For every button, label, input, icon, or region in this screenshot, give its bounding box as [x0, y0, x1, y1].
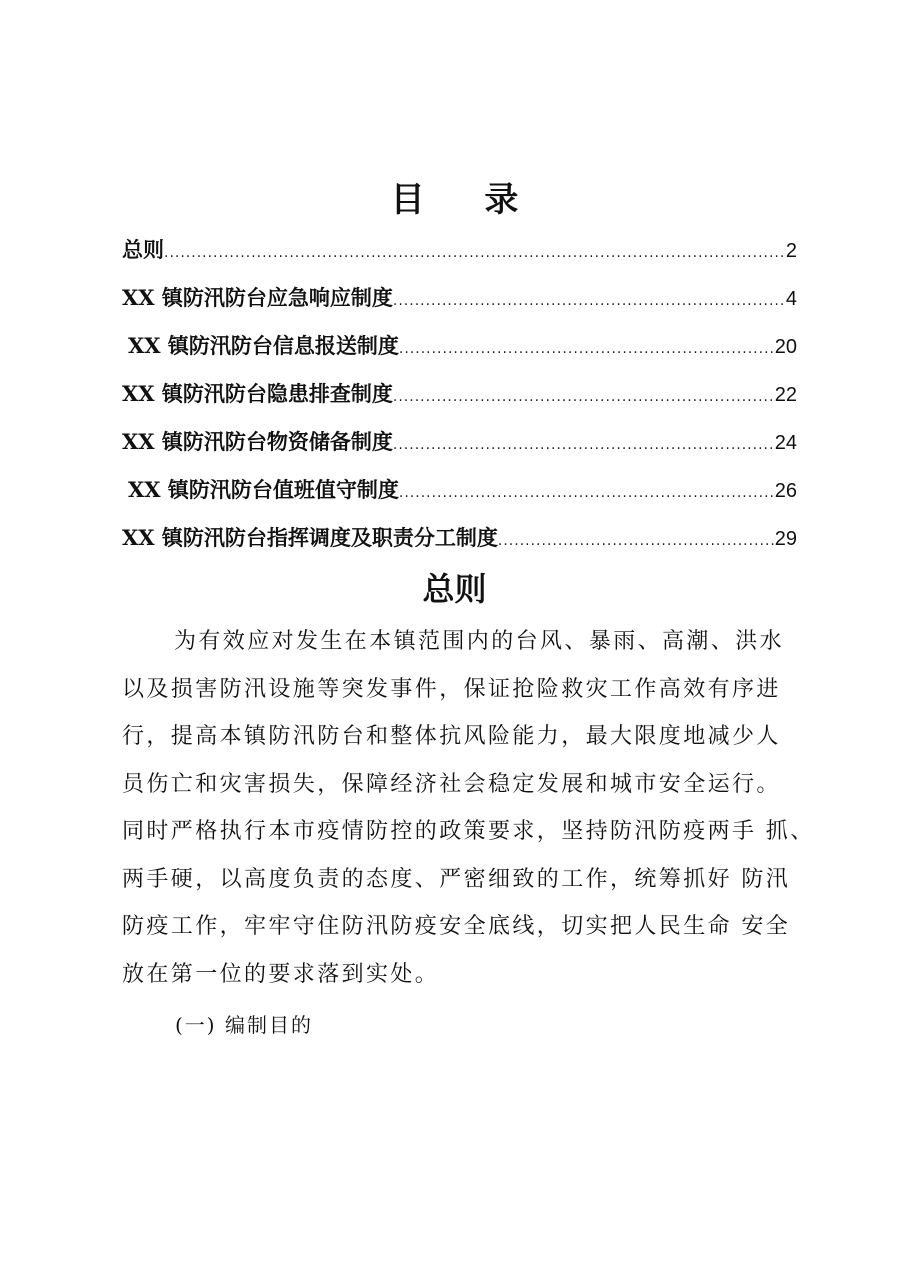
toc-entry-label: XX 镇防汛防台应急响应制度 [122, 285, 393, 310]
toc-entry[interactable] [122, 232, 797, 268]
paragraph-line: 防疫工作，牢牢守住防汛防疫安全底线，切实把人民生命 安全 [122, 914, 791, 939]
toc-entry-page: 20 [774, 336, 797, 358]
toc-entry[interactable] [122, 424, 797, 460]
toc-entry[interactable] [128, 472, 797, 508]
toc-dot-leader [393, 427, 775, 463]
subsection-heading: (一) 编制目的 [175, 1013, 313, 1037]
toc-title: 目 录 [390, 180, 543, 220]
toc-dot-leader [399, 331, 775, 367]
toc-dot-leader [393, 283, 786, 319]
toc-entry-page: 29 [774, 528, 797, 550]
toc-entry-label: XX 镇防汛防台隐患排查制度 [122, 381, 393, 406]
paragraph-line: 同时严格执行本市疫情防控的政策要求，坚持防汛防疫两手 抓、 [122, 819, 815, 844]
toc-entry-label: XX 镇防汛防台指挥调度及职责分工制度 [122, 525, 498, 550]
toc-entry-label: XX 镇防汛防台物资储备制度 [122, 429, 393, 454]
paragraph-line: 放在第一位的要求落到实处。 [122, 961, 440, 987]
toc-entry[interactable] [122, 520, 797, 556]
paragraph-line: 以及损害防汛设施等突发事件，保证抢险救灾工作高效有序进 [122, 676, 781, 702]
paragraph-line: 员伤亡和灾害损失，保障经济社会稳定发展和城市安全运行。 [122, 771, 781, 797]
toc-entry-page: 4 [785, 288, 797, 310]
toc-entry-page: 22 [774, 384, 797, 406]
body-paragraph [122, 618, 822, 998]
toc-entry-page: 26 [774, 480, 797, 502]
paragraph-line: 两手硬，以高度负责的态度、严密细致的工作，统筹抓好 防汛 [122, 866, 791, 892]
toc-entry[interactable] [122, 280, 797, 316]
toc-entry[interactable] [128, 328, 797, 364]
toc-dot-leader [164, 235, 786, 271]
toc-entry[interactable] [122, 376, 797, 412]
toc-dot-leader [393, 379, 775, 415]
toc-entry-page: 24 [774, 432, 797, 454]
section-title: 总则 [422, 570, 487, 608]
toc-dot-leader [399, 475, 775, 511]
toc-entry-label: XX 镇防汛防台信息报送制度 [128, 333, 399, 358]
toc-entry-page: 2 [785, 240, 797, 262]
toc-entry-label: 总则 [122, 237, 164, 262]
paragraph-line: 行，提高本镇防汛防台和整体抗风险能力，最大限度地减少人 [122, 724, 781, 749]
toc-entry-label: XX 镇防汛防台值班值守制度 [128, 477, 399, 502]
paragraph-line: 为有效应对发生在本镇范围内的台风、暴雨、高潮、洪水 [174, 629, 785, 654]
toc-dot-leader [498, 523, 775, 559]
